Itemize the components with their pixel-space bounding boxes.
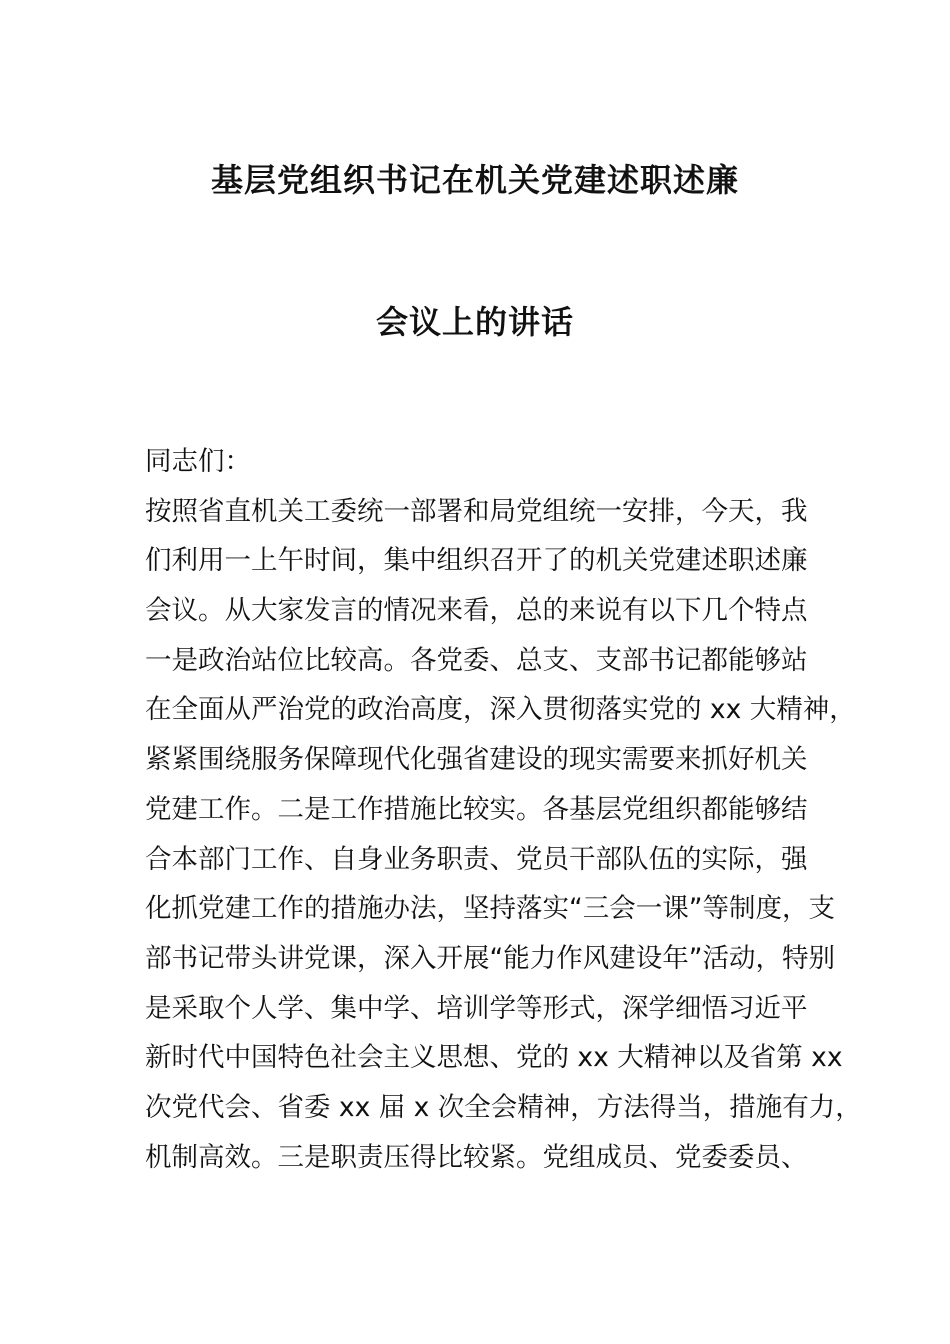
paragraph-line: 按照省直机关工委统一部署和局党组统一安排，今天，我 [145,495,808,527]
paragraph-line: 们利用一上午时间，集中组织召开了的机关党建述职述廉 [145,545,808,577]
paragraph-line: 一是政治站位比较高。各党委、总支、支部书记都能够站 [145,644,808,676]
paragraph-line: 合本部门工作、自身业务职责、党员干部队伍的实际，强 [145,843,808,875]
document-title-line-1: 基层党组织书记在机关党建述职述廉 [210,161,739,199]
salutation: 同志们： [145,446,251,477]
document-title-line-2: 会议上的讲话 [375,303,574,341]
paragraph-line: 次党代会、省委 xx 届 x 次全会精神，方法得当，措施有力， [145,1091,862,1123]
paragraph-line: 党建工作。二是工作措施比较实。各基层党组织都能够结 [145,793,808,825]
paragraph-line: 会议。从大家发言的情况来看，总的来说有以下几个特点 [145,595,808,627]
paragraph-line: 在全面从严治党的政治高度，深入贯彻落实党的 xx 大精神， [145,694,856,726]
paragraph-line: 化抓党建工作的措施办法，坚持落实“三会一课”等制度，支 [145,893,835,925]
document-body [145,440,862,1185]
paragraph-line: 部书记带头讲党课，深入开展“能力作风建设年”活动，特别 [145,942,835,974]
paragraph-line: 机制高效。三是职责压得比较紧。党组成员、党委委员、 [145,1141,808,1173]
paragraph-line: 新时代中国特色社会主义思想、党的 xx 大精神以及省第 xx [145,1042,843,1074]
paragraph-line: 紧紧围绕服务保障现代化强省建设的现实需要来抓好机关 [145,744,808,776]
paragraph-line: 是采取个人学、集中学、培训学等形式，深学细悟习近平 [145,992,808,1024]
